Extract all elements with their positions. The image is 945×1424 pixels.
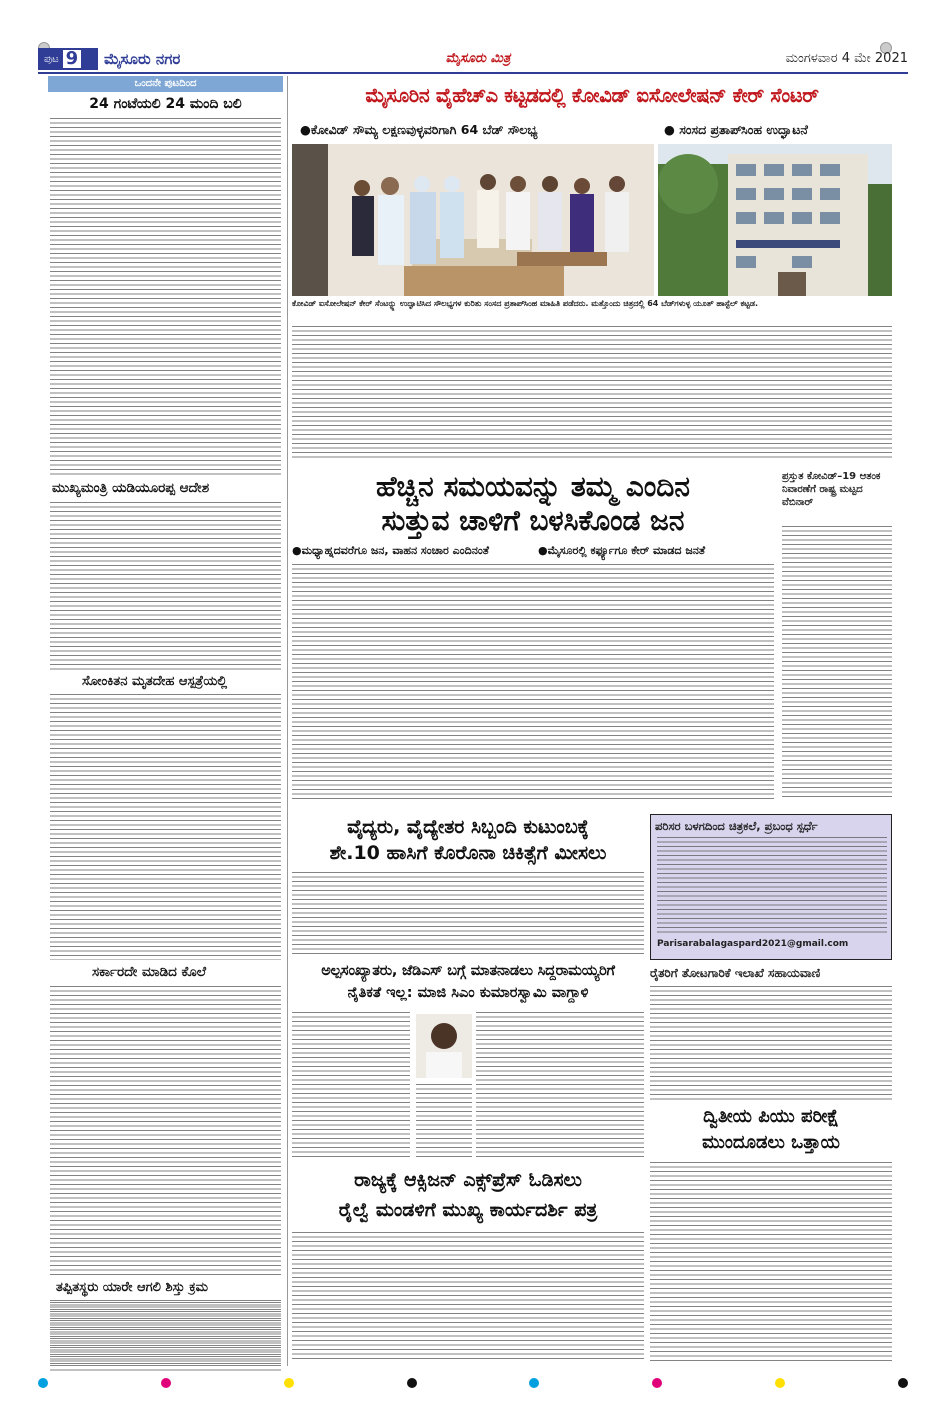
- box-title: ರೈತರಿಗೆ ತೋಟಗಾರಿಕೆ ಇಲಾಖೆ ಸಹಾಯವಾಣಿ: [650, 966, 821, 980]
- left-column: [48, 76, 283, 1366]
- webinar-brief: [782, 470, 892, 810]
- story-title: 24 ಗಂಟೆಯಲಿ 24 ಮಂದಿ ಬಲಿ: [89, 96, 242, 112]
- hostel-building-photo: [658, 144, 892, 296]
- story-body-text: [416, 1084, 472, 1158]
- story-body-text: [292, 564, 774, 800]
- story-body-text: [50, 986, 281, 1276]
- story-body-text: [50, 502, 281, 672]
- story-body-text: [657, 837, 887, 935]
- paper-name: ಮೈಸೂರು ಮಿತ್ರ: [445, 51, 511, 66]
- story-headline: ಹೆಚ್ಚಿನ ಸಮಯವನ್ನು ತಮ್ಮ ಎಂದಿನ: [376, 470, 690, 503]
- top-subhead: ●ಕೋವಿಡ್ ಸೌಮ್ಯ ಲಕ್ಷಣವುಳ್ಳವರಿಗಾಗಿ 64 ಬೆಡ್ ಸೌಲಭ್ಯ: [300, 122, 538, 137]
- story-body-text: [50, 694, 281, 960]
- story-subhead: ●ಮಧ್ಯಾಹ್ನದವರೆಗೂ ಜನ, ವಾಹನ ಸಂಚಾರ ಎಂದಿನಂತೆ: [292, 544, 489, 557]
- story-body-text: [650, 986, 892, 1100]
- page-number: 9: [63, 50, 82, 68]
- section-name: ಮೈಸೂರು ನಗರ: [104, 50, 181, 68]
- color-registration-bar: [38, 1378, 908, 1388]
- story-title: ಸರ್ಕಾರದೇ ಮಾಡಿದ ಕೊಲೆ: [92, 964, 207, 980]
- politician-portrait: [416, 1014, 472, 1078]
- box-title: ಮುಂದೂಡಲು ಒತ್ತಾಯ: [702, 1132, 840, 1153]
- story-body-text: [650, 1162, 892, 1362]
- portrait-illustration: [416, 1014, 472, 1078]
- box-title: ದ್ವಿತೀಯ ಪಿಯು ಪರೀಕ್ಷೆ: [703, 1106, 839, 1127]
- exam-box: [650, 1104, 892, 1364]
- photo-caption: ಕೋವಿಡ್ ಐಸೋಲೇಷನ್ ಕೇರ್ ಸೆಂಟರ್‍ನ್ನು ಉದ್ಘಾಟಿಸಿದ ಸೌಲಭ್ಯಗಳ ಕುರಿತು ಸಂಸದ ಪ್ರತಾಪ್‍ಸಿಂಹ ಮಾಹಿತಿ ಪಡೆದರು. ಮತ್ತೊಂದು ಚಿತ್ರದಲ್ಲಿ 64 ಬೆಡ್‍ಗಳುಳ್ಳ ಯೂತ್ ಹಾಸ್ಟೆಲ್ ಕಟ್ಟಡ.: [292, 299, 759, 308]
- helpline-box: [650, 966, 892, 1102]
- photo-illustration: [292, 144, 654, 296]
- story-headline: ಶೇ.10 ಹಾಸಿಗೆ ಕೊರೊನಾ ಚಿಕಿತ್ಸೆಗೆ ಮೀಸಲು: [329, 842, 607, 864]
- page-header: [38, 48, 908, 72]
- story-body-text: [50, 1300, 281, 1366]
- story-headline: ಅಲ್ಪಸಂಖ್ಯಾತರು, ಜೆಡಿಎಸ್ ಬಗ್ಗೆ ಮಾತನಾಡಲು ಸಿದ್ದರಾಮಯ್ಯರಿಗೆ: [321, 963, 615, 979]
- column-divider: [287, 76, 288, 1366]
- issue-date: ಮಂಗಳವಾರ 4 ಮೇ 2021: [785, 51, 908, 66]
- page-number-badge: [38, 48, 98, 70]
- story-body-text: [292, 1232, 644, 1362]
- story-headline: ನೈತಿಕತೆ ಇಲ್ಲ: ಮಾಜಿ ಸಿಎಂ ಕುಮಾರಸ್ವಾಮಿ ವಾಗ್ದಾಳಿ: [347, 985, 589, 1001]
- story-headline: ವೈದ್ಯರು, ವೈದ್ಯೇತರ ಸಿಬ್ಬಂದಿ ಕುಟುಂಬಕ್ಕೆ: [347, 816, 589, 838]
- header-rule: [38, 72, 908, 74]
- isolation-centre-photo: [292, 144, 654, 296]
- page-label: ಪುಟ: [44, 53, 59, 65]
- box-title: ಪರಿಸರ ಬಳಗದಿಂದ ಚಿತ್ರಕಲೆ, ಪ್ರಬಂಧ ಸ್ಪರ್ಧೆ: [655, 819, 818, 833]
- contact-email: Parisarabalagaspard2021@gmail.com: [657, 939, 849, 949]
- oxygen-express-story: [292, 1166, 644, 1364]
- photo-illustration: [658, 144, 892, 296]
- top-subhead: ● ಸಂಸದ ಪ್ರತಾಪ್‍ಸಿಂಹ ಉದ್ಘಾಟನೆ: [664, 122, 808, 137]
- story-body-text: [782, 526, 892, 800]
- top-headline: ಮೈಸೂರಿನ ವೈಹೆಚ್‍ಎ ಕಟ್ಟಡದಲ್ಲಿ ಕೋವಿಡ್ ಐಸೋಲೇಷನ್ ಕೇರ್ ಸೆಂಟರ್: [365, 84, 819, 107]
- story-title: ಸೋಂಕಿತನ ಮೃತದೇಹ ಆಸ್ಪತ್ರೆಯಲ್ಲಿ: [82, 674, 228, 689]
- story-headline: ರೈಲ್ವೆ ಮಂಡಳಿಗೆ ಮುಖ್ಯ ಕಾರ್ಯದರ್ಶಿ ಪತ್ರ: [338, 1199, 598, 1221]
- competition-box: [650, 814, 892, 960]
- staff-beds-story: [292, 814, 644, 954]
- brief-title: ಪ್ರಸ್ತುತ ಕೋವಿಡ್–19 ಆತಂಕ ನಿವಾರಣೆಗೆ ರಾಷ್ಟ್ರ ಮಟ್ಟದ ವೆಬಿನಾರ್: [782, 471, 881, 508]
- crowd-story: [292, 470, 774, 810]
- story-headline: ಸುತ್ತುವ ಚಾಳಿಗೆ ಬಳಸಿಕೊಂಡ ಜನ: [381, 504, 685, 537]
- story-body-text: [292, 872, 644, 954]
- story-title: ತಪ್ಪಿತಸ್ಥರು ಯಾರೇ ಆಗಲಿ ಶಿಸ್ತು ಕ್ರಮ: [56, 1280, 209, 1295]
- story-body-text: [476, 1012, 644, 1158]
- story-body-text: [292, 326, 892, 458]
- kumaraswamy-story: [292, 960, 644, 1160]
- story-body-text: [292, 1012, 410, 1158]
- story-headline: ರಾಜ್ಯಕ್ಕೆ ಆಕ್ಸಿಜನ್ ಎಕ್ಸ್‌ಪ್ರೆಸ್ ಓಡಿಸಲು: [354, 1169, 582, 1191]
- story-body-text: [50, 118, 281, 478]
- story-subhead: ●ಮೈಸೂರಲ್ಲಿ ಕರ್ಫ್ಯೂಗೂ ಕೇರ್ ಮಾಡದ ಜನತೆ: [538, 544, 706, 557]
- story-title: ಮುಖ್ಯಮಂತ್ರಿ ಯಡಿಯೂರಪ್ಪ ಆದೇಶ: [52, 480, 210, 496]
- top-story: [292, 76, 892, 461]
- continued-banner: ಒಂದನೇ ಪುಟದಿಂದ: [48, 76, 283, 92]
